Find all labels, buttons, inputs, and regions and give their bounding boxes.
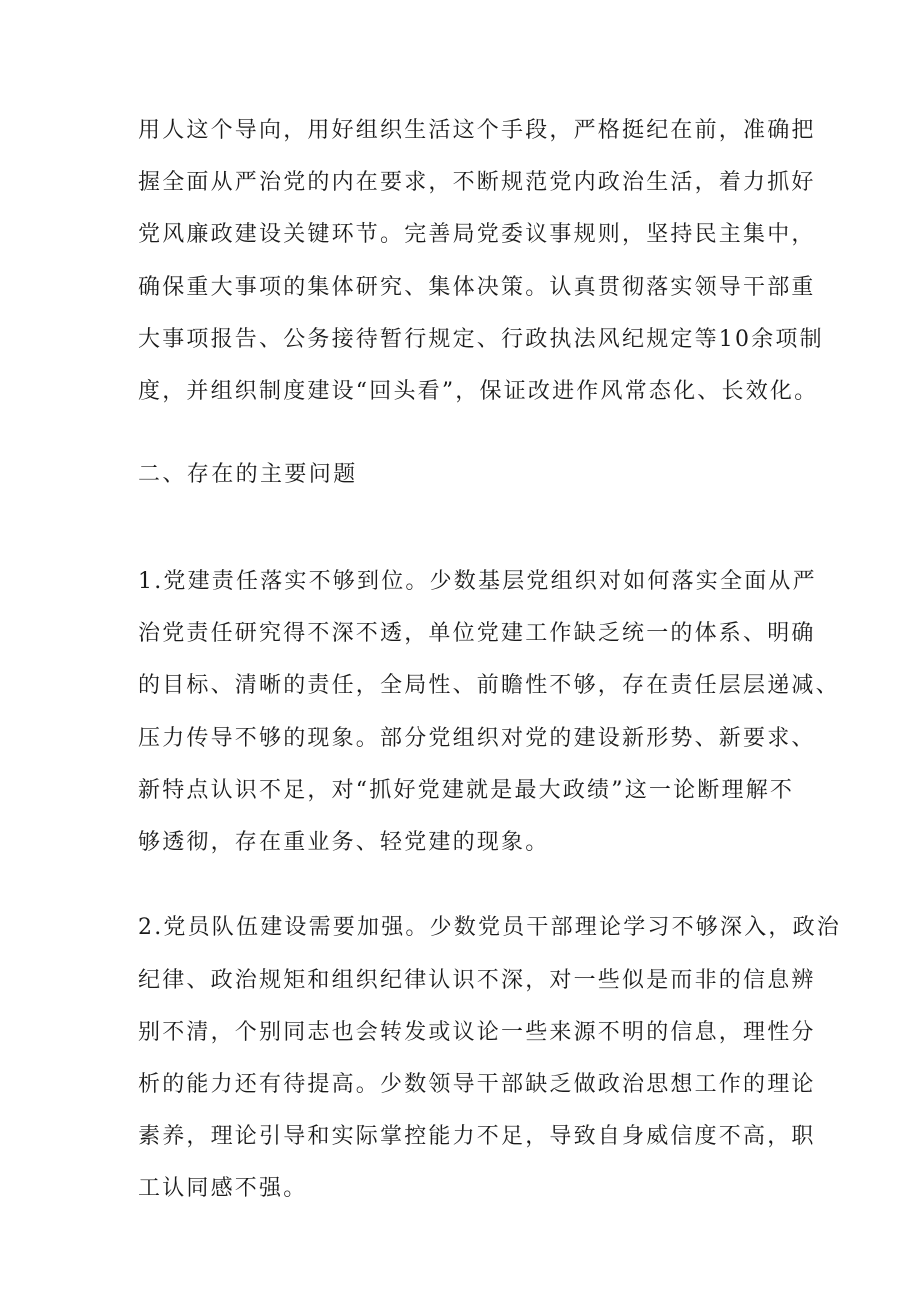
text-line: 1.党建责任落实不够到位。少数基层党组织对如何落实全面从严 [138,569,817,594]
text-line: 度，并组织制度建设“回头看”，保证改进作风常态化、长效化。 [138,379,819,404]
text-line: 工认同感不强。 [138,1176,308,1201]
text-line: 确保重大事项的集体研究、集体决策。认真贯彻落实领导干部重 [138,275,816,300]
text-line: 压力传导不够的现象。部分党组织对党的建设新形势、新要求、 [138,726,816,751]
text-line: 够透彻，存在重业务、轻党建的现象。 [138,830,550,855]
text-line: 2.党员队伍建设需要加强。少数党员干部理论学习不够深入，政治 [138,915,841,940]
text-line: 新特点认识不足，对“抓好党建就是最大政绩”这一论断理解不 [138,778,795,803]
text-line: 析的能力还有待提高。少数领导干部缺乏做政治思想工作的理论 [138,1072,816,1097]
text-line: 握全面从严治党的内在要求，不断规范党内政治生活，着力抓好 [138,170,816,195]
text-line: 纪律、政治规矩和组织纪律认识不深，对一些似是而非的信息辨 [138,968,816,993]
text-line: 大事项报告、公务接待暂行规定、行政执法风纪规定等10余项制 [138,327,824,352]
section-heading: 二、存在的主要问题 [138,462,358,487]
text-line: 素养，理论引导和实际掌控能力不足，导致自身威信度不高，职 [138,1124,816,1149]
text-line: 的目标、清晰的责任，全局性、前瞻性不够，存在责任层层递减、 [138,673,840,698]
text-line: 党风廉政建设关键环节。完善局党委议事规则，坚持民主集中， [138,222,816,247]
text-line: 用人这个导向，用好组织生活这个手段，严格挺纪在前，准确把 [138,118,816,143]
text-line: 治党责任研究得不深不透，单位党建工作缺乏统一的体系、明确 [138,621,816,646]
text-line: 别不清，个别同志也会转发或议论一些来源不明的信息，理性分 [138,1020,816,1045]
